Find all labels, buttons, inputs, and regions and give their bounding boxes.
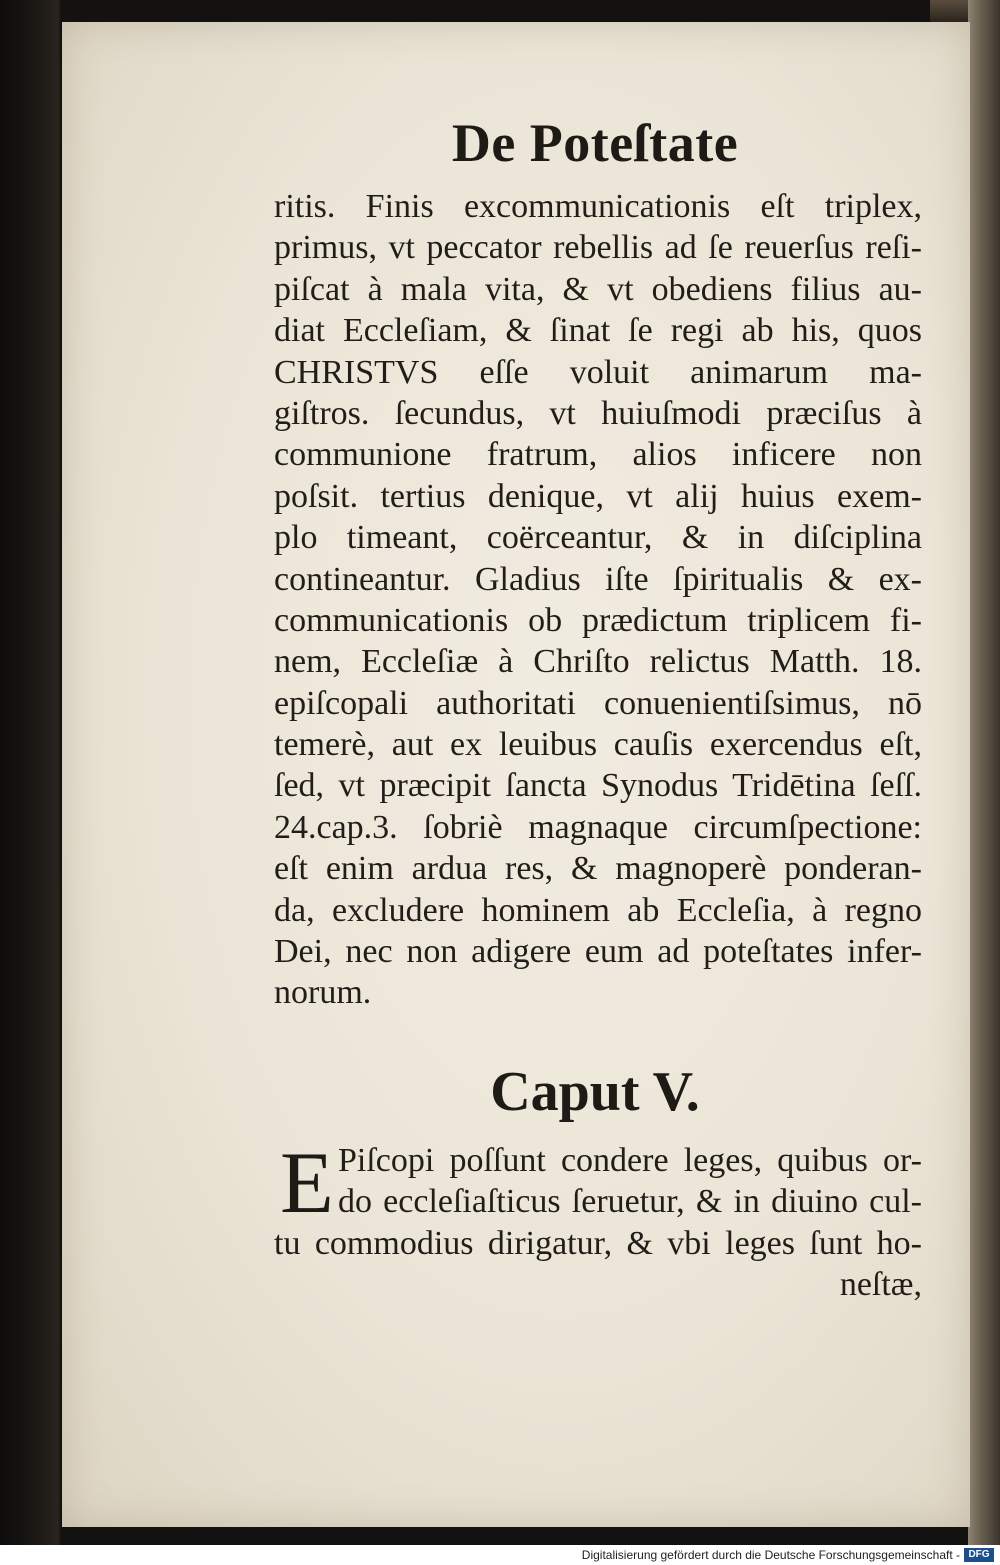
text-line: Dei, nec non adigere eum ad poteſtates infer- bbox=[274, 933, 922, 971]
text-line: epiſcopali authoritati conuenientiſsimus, nō bbox=[274, 684, 922, 722]
text-line: contineantur. Gladius iſte ſpiritualis & ex- bbox=[274, 560, 922, 598]
chapter-text bbox=[274, 1135, 922, 1310]
dfg-logo: DFG bbox=[964, 1548, 994, 1562]
funding-credit: Digitalisierung gefördert durch die Deutsche Forschungsgemeinschaft - bbox=[581, 1548, 960, 1562]
drop-cap: E bbox=[280, 1135, 334, 1232]
text-line: 24.cap.3. ſobriè magnaque circumſpectione: bbox=[274, 808, 922, 846]
chapter-heading: Caput V. bbox=[490, 1061, 700, 1123]
text-line: primus, vt peccator rebellis ad ſe reuerſus reſi- bbox=[274, 229, 922, 267]
text-line: communione fratrum, alios inficere non bbox=[274, 436, 922, 474]
text-line: communicationis ob prædictum triplicem fi- bbox=[274, 601, 922, 639]
text-line: ſed, vt præcipit ſancta Synodus Tridētina ſeſſ. bbox=[274, 767, 922, 805]
text-line: temerè, aut ex leuibus cauſis exercendus eſt, bbox=[274, 726, 922, 764]
text-line: piſcat à mala vita, & vt obediens filius au- bbox=[274, 270, 922, 308]
text-line: nem, Eccleſiæ à Chriſto relictus Matth. 18. bbox=[274, 643, 922, 681]
text-line: ritis. Finis excommunicationis eſt triplex, bbox=[274, 188, 922, 225]
text-line: plo timeant, coërceantur, & in diſciplina bbox=[274, 519, 922, 557]
text-line: norum. bbox=[274, 974, 372, 1012]
catchword: neſtæ, bbox=[839, 1266, 922, 1304]
text-line: diat Eccleſiam, & ſinat ſe regi ab his, quos bbox=[274, 312, 922, 350]
running-head: De Poteſtate bbox=[451, 113, 739, 173]
body-text bbox=[274, 186, 922, 1014]
text-line: poſsit. tertius denique, vt alij huius exem- bbox=[274, 477, 922, 515]
book-page-edge bbox=[968, 0, 1000, 1545]
text-line: CHRISTVS eſſe voluit animarum ma- bbox=[274, 353, 922, 391]
text-line: da, excludere hominem ab Eccleſia, à regno bbox=[274, 891, 922, 929]
text-line: eſt enim ardua res, & magnoperè ponderan- bbox=[274, 850, 922, 888]
text-line: giſtros. ſecundus, vt huiuſmodi præciſus à bbox=[274, 394, 922, 432]
chapter-line: tu commodius dirigatur, & vbi leges ſunt ho- bbox=[274, 1224, 922, 1262]
chapter-line: Piſcopi poſſunt condere leges, quibus or- bbox=[338, 1142, 922, 1179]
chapter-line: do eccleſiaſticus ſeruetur, & in diuino cul- bbox=[338, 1183, 922, 1221]
